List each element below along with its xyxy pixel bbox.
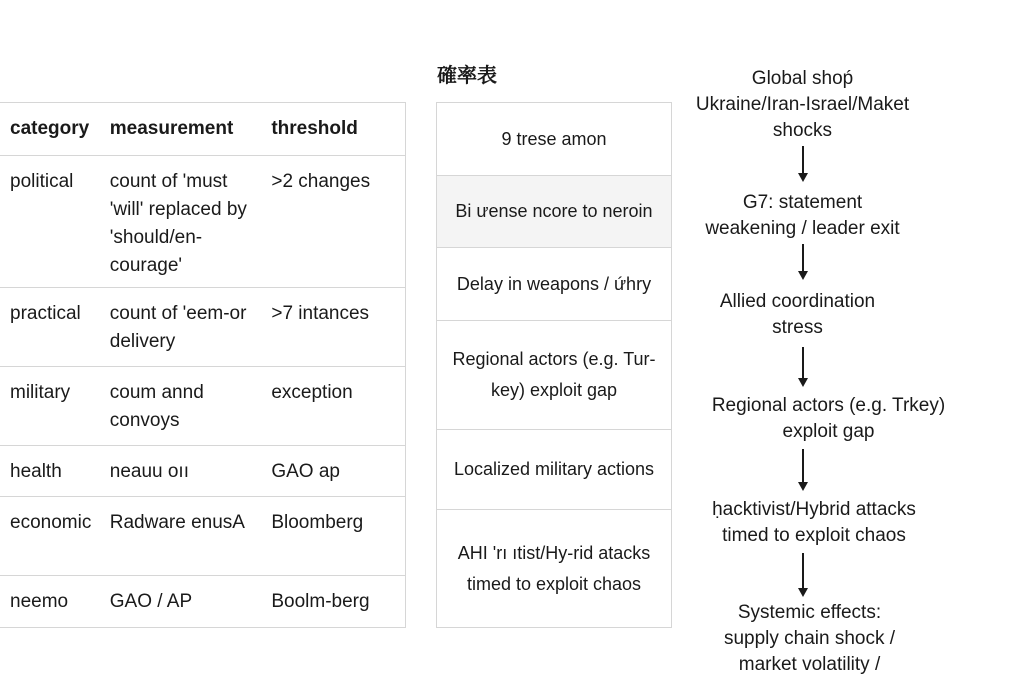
down-arrow-icon: [797, 449, 809, 491]
header-measurement: measurement: [109, 118, 234, 139]
cell-category: neemo: [10, 591, 69, 612]
metrics-table: [0, 102, 406, 628]
flow-node: Global shoṕ Ukraine/Iran-Israel/Maket shocks: [695, 68, 910, 141]
down-arrow-icon: [797, 146, 809, 182]
list-item: Localized military actions: [437, 429, 671, 509]
cell-measurement: Radware enusA: [109, 512, 245, 533]
list-item: 9 trese amon: [501, 128, 607, 149]
table-row: [0, 445, 405, 496]
flow-node: Systemic effects: supply chain shock / market volatility /: [723, 602, 896, 675]
cell-category: military: [10, 382, 71, 403]
cell-threshold: Boolm-berg: [271, 591, 370, 612]
middle-list: [436, 102, 672, 628]
cell-measurement: neauu oıı: [109, 461, 189, 482]
table-row: [0, 287, 405, 366]
list-item: Delay in weapons / ứhry: [437, 247, 671, 320]
header-category: category: [10, 118, 90, 139]
table-row: [0, 155, 405, 287]
cell-threshold: Bloomberg: [271, 512, 364, 533]
middle-title: 確率表: [437, 65, 497, 87]
down-arrow-icon: [797, 347, 809, 387]
cell-category: practical: [10, 303, 81, 324]
cell-threshold: exception: [271, 382, 353, 403]
table-header-row: [0, 103, 405, 155]
cell-measurement: count of 'must 'will' replaced by 'should/en-courage': [109, 171, 247, 276]
list-item: Regional actors (e.g. Tur-key) exploit gap: [437, 320, 671, 429]
flowchart: [690, 0, 1024, 683]
flow-node: Regional actors (e.g. Trkey) exploit gap: [711, 395, 946, 442]
flow-node: Allied coordination stress: [719, 291, 876, 338]
cell-category: health: [10, 461, 62, 482]
cell-category: economic: [10, 512, 92, 533]
cell-measurement: count of 'eem-or delivery: [109, 303, 247, 352]
flow-node: G7: statement weakening / leader exit: [705, 192, 900, 239]
cell-threshold: GAO ap: [271, 461, 340, 482]
table-row: [0, 366, 405, 445]
cell-threshold: >2 changes: [271, 171, 371, 192]
down-arrow-icon: [797, 244, 809, 280]
cell-measurement: GAO / AP: [109, 591, 193, 612]
header-threshold: threshold: [271, 118, 358, 139]
table-row: [0, 496, 405, 575]
cell-category: political: [10, 171, 74, 192]
cell-measurement: coum annd convoys: [109, 382, 204, 431]
cell-threshold: >7 intances: [271, 303, 370, 324]
flow-node: ḥacktivist/Hybrid attacks timed to exploit chaos: [712, 499, 916, 546]
list-item: AHI 'rı ıtist/Hy-rid atacks timed to exploit chaos: [437, 509, 671, 627]
list-item: Bi ưense ncore to neroin: [437, 175, 671, 247]
down-arrow-icon: [797, 553, 809, 597]
table-row: [0, 575, 405, 627]
